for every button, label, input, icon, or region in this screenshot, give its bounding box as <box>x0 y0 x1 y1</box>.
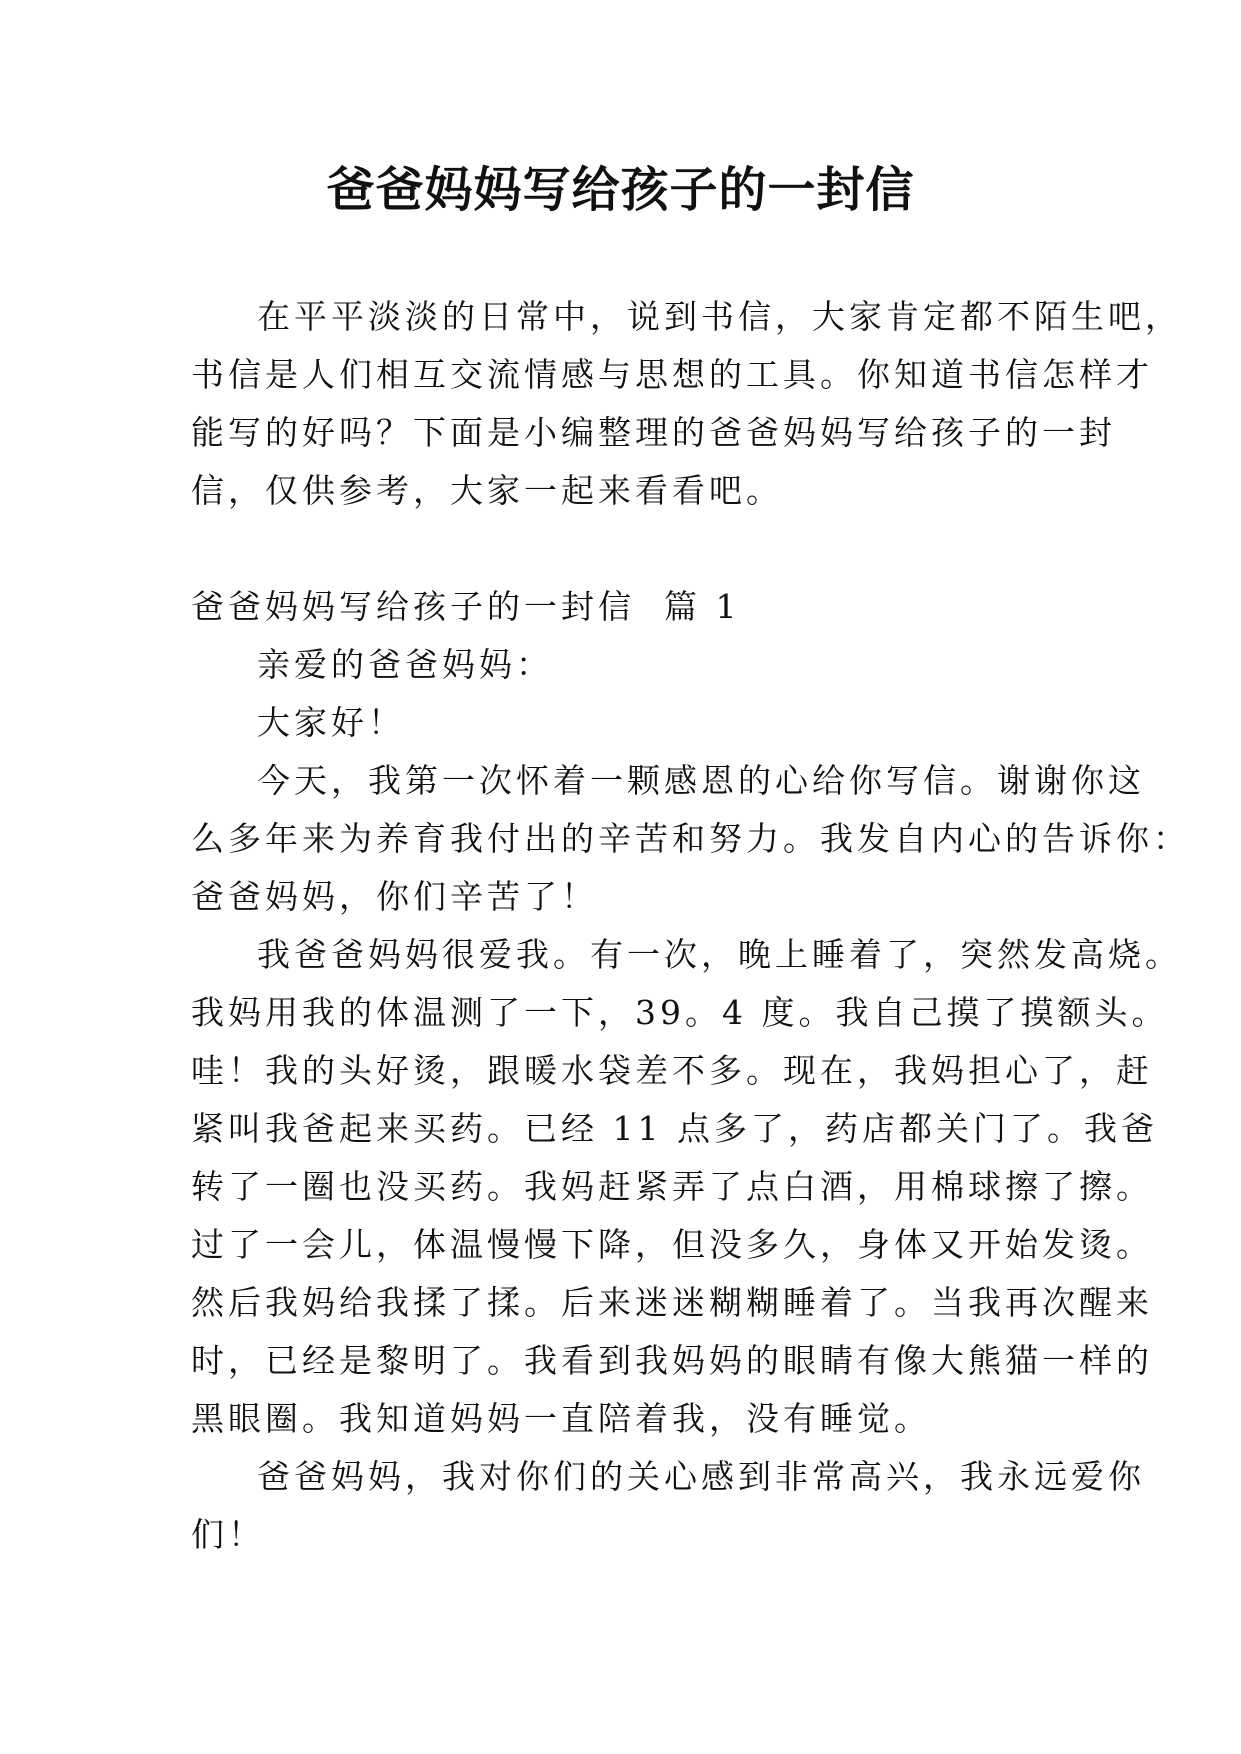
text-line: 在平平淡淡的日常中，说到书信，大家肯定都不陌生吧， <box>257 297 1182 336</box>
text-line: 信，仅供参考，大家一起来看看吧。 <box>191 471 783 510</box>
text-line: 紧叫我爸起来买药。已经 11 点多了，药店都关门了。我爸 <box>191 1109 1158 1148</box>
section-heading <box>191 578 1071 636</box>
salutation <box>191 636 1071 694</box>
text-line: 么多年来为养育我付出的辛苦和努力。我发自内心的告诉你： <box>191 819 1190 858</box>
letter-paragraph-1 <box>191 752 1190 926</box>
text-line: 们！ <box>191 1515 265 1554</box>
text-line: 转了一圈也没买药。我妈赶紧弄了点白酒，用棉球擦了擦。 <box>191 1167 1153 1206</box>
text-line: 黑眼圈。我知道妈妈一直陪着我，没有睡觉。 <box>191 1399 931 1438</box>
text-line: 时，已经是黎明了。我看到我妈妈的眼睛有像大熊猫一样的 <box>191 1341 1153 1380</box>
text-line: 哇！我的头好烫，跟暖水袋差不多。现在，我妈担心了，赶 <box>191 1051 1153 1090</box>
text-line: 我妈用我的体温测了一下，39。4 度。我自己摸了摸额头。 <box>191 993 1169 1032</box>
text-line: 爸爸妈妈，我对你们的关心感到非常高兴，我永远爱你 <box>257 1457 1145 1496</box>
text-line: 书信是人们相互交流情感与思想的工具。你知道书信怎样才 <box>191 355 1153 394</box>
intro-paragraph <box>191 288 1182 520</box>
text-line: 我爸爸妈妈很爱我。有一次，晚上睡着了，突然发高烧。 <box>257 935 1182 974</box>
text-line: 过了一会儿，体温慢慢下降，但没多久，身体又开始发烫。 <box>191 1225 1153 1264</box>
letter-paragraph-2 <box>191 926 1182 1448</box>
text-line: 今天，我第一次怀着一颗感恩的心给你写信。谢谢你这 <box>257 761 1145 800</box>
text-line: 能写的好吗？下面是小编整理的爸爸妈妈写给孩子的一封 <box>191 413 1116 452</box>
text-line: 然后我妈给我揉了揉。后来迷迷糊糊睡着了。当我再次醒来 <box>191 1283 1153 1322</box>
greeting-text: 大家好！ <box>257 703 405 742</box>
section-heading-text: 爸爸妈妈写给孩子的一封信 篇 1 <box>191 587 741 626</box>
greeting <box>191 694 1071 752</box>
text-line: 爸爸妈妈，你们辛苦了！ <box>191 877 598 916</box>
document-body <box>191 288 1190 1564</box>
salutation-text: 亲爱的爸爸妈妈： <box>257 645 553 684</box>
document-title: 爸爸妈妈写给孩子的一封信 <box>326 162 915 218</box>
letter-paragraph-3 <box>191 1448 1145 1564</box>
